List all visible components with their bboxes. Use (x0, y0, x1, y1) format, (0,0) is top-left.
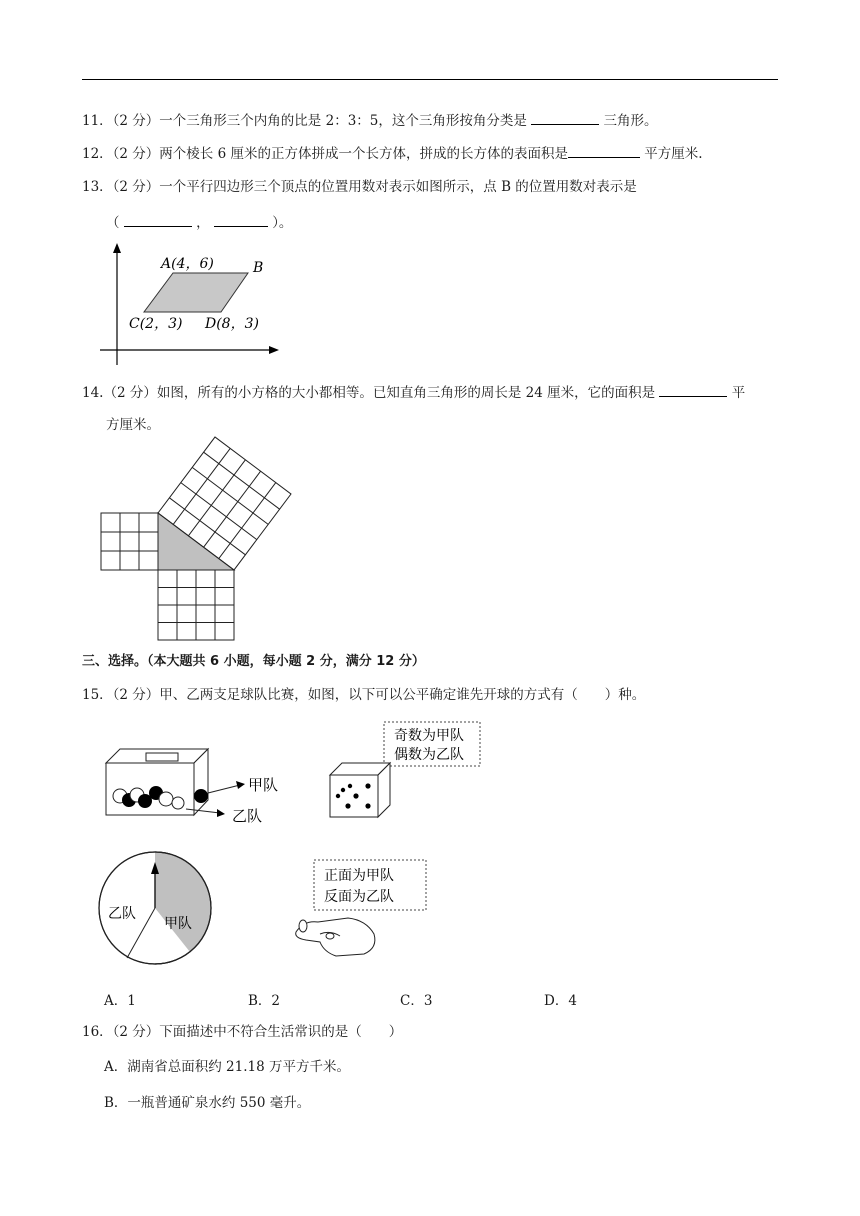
q14-suffix: 平 (727, 385, 746, 401)
q14-line2 (106, 415, 160, 435)
box-slot (146, 753, 178, 761)
spinner-label-jia: 甲队 (164, 916, 192, 932)
label-d: D(8，3) (205, 316, 259, 332)
parallelogram (144, 273, 248, 312)
question-16 (82, 1022, 402, 1042)
hand-icon (296, 918, 375, 956)
q14-pythagoras-figure (100, 440, 290, 645)
coin-note-line1: 正面为甲队 (324, 868, 394, 884)
coin-toss-figure (290, 856, 440, 966)
label-a: A(4，6) (161, 256, 214, 272)
y-axis-arrow (113, 243, 121, 253)
q13-close-paren: ）。 (272, 215, 293, 231)
q13-parallelogram-figure (95, 240, 285, 370)
section-3-heading: 三、选择。（本大题共 6 小题，每小题 2 分，满分 12 分） (82, 654, 425, 669)
question-14 (82, 382, 745, 403)
q13-text: 13．（2 分）一个平行四边形三个顶点的位置用数对表示如图所示，点 B 的位置用数对表示是 (82, 179, 637, 195)
coin-icon (299, 920, 307, 932)
dice-note-line2: 偶数为乙队 (394, 747, 464, 763)
header-rule (82, 79, 778, 80)
coin-note-line2: 反面为乙队 (324, 889, 394, 905)
q12-text: 12．（2 分）两个棱长 6 厘米的正方体拼成一个长方体，拼成的长方体的表面积是 (82, 146, 568, 162)
q13-comma: ， (196, 215, 210, 231)
q14-answer-blank[interactable] (659, 382, 727, 397)
q15-option-a[interactable]: A．1 (104, 993, 136, 1009)
q15-option-d[interactable]: D．4 (544, 993, 577, 1009)
dice-note-line1: 奇数为甲队 (394, 728, 464, 744)
dice-figure (328, 720, 488, 825)
q16-text: 16．（2 分）下面描述中不符合生活常识的是（ ） (82, 1024, 403, 1040)
ball-box-figure (102, 745, 302, 830)
q14-text: 14.（2 分）如图，所有的小方格的大小都相等。已知直角三角形的周长是 24 厘米，它的面积是 (82, 385, 660, 401)
q13-answer-line (106, 212, 292, 233)
label-b: B (253, 260, 264, 276)
q16-option-a[interactable]: A．湖南省总面积约 21.18 万平方千米。 (104, 1059, 350, 1075)
x-axis-arrow (269, 346, 279, 354)
q15-option-b[interactable]: B．2 (248, 993, 281, 1009)
q11-suffix: 三角形。 (599, 113, 658, 129)
left-grid-square (101, 513, 158, 570)
q13-open-paren: （ (106, 215, 120, 231)
q11-answer-blank[interactable] (531, 110, 599, 125)
box-label-jia: 甲队 (248, 776, 279, 794)
q12-suffix: 平方厘米. (639, 146, 703, 162)
spinner-label-yi: 乙队 (108, 906, 136, 922)
box-label-yi: 乙队 (232, 807, 263, 825)
spinner-figure (98, 848, 218, 970)
bottom-grid-square (158, 570, 234, 640)
question-15 (82, 685, 645, 705)
q15-text: 15．（2 分）甲、乙两支足球队比赛，如图，以下可以公平确定谁先开球的方式有（ ）种。 (82, 687, 646, 703)
q15-option-c[interactable]: C．3 (400, 993, 433, 1009)
question-12 (82, 143, 703, 164)
q16-option-b[interactable]: B．一瓶普通矿泉水约 550 毫升。 (104, 1095, 311, 1111)
question-13 (82, 177, 637, 197)
q14-text-line2: 方厘米。 (106, 417, 160, 433)
label-c: C(2，3) (129, 316, 183, 332)
q13-answer-blank-x[interactable] (124, 212, 192, 227)
q11-text: 11．（2 分）一个三角形三个内角的比是 2：3：5，这个三角形按角分类是 (82, 113, 532, 129)
q13-answer-blank-y[interactable] (214, 212, 268, 227)
q12-answer-blank[interactable] (568, 143, 640, 158)
question-11 (82, 110, 657, 131)
